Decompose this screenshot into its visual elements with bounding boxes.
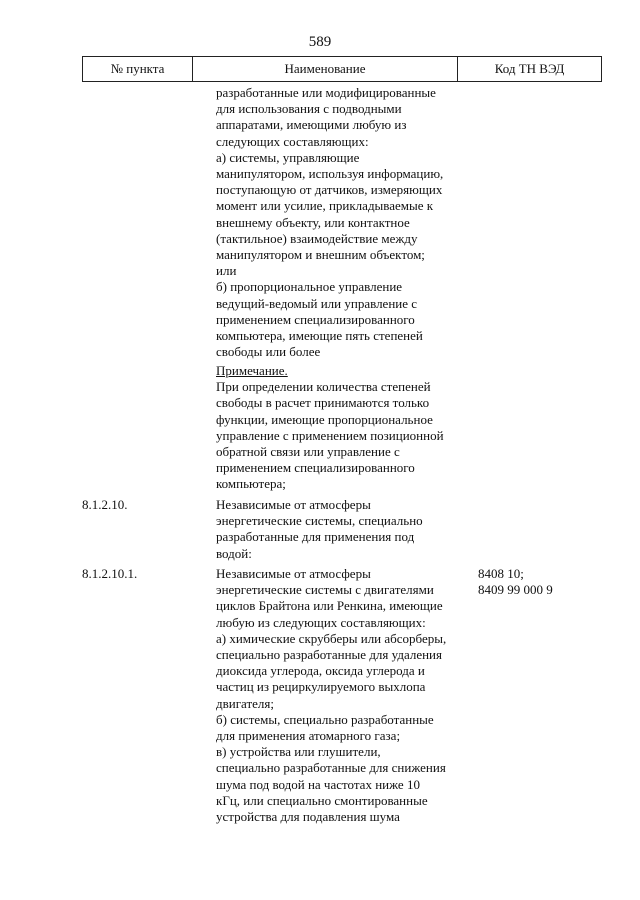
text-line: любую из следующих составляющих: <box>216 614 426 630</box>
text-line: б) пропорциональное управление <box>216 279 403 295</box>
text-line: Независимые от атмосферы <box>216 566 371 581</box>
table-header <box>82 56 602 82</box>
text-line: управление с применением позиционной <box>216 427 444 443</box>
text-line: аппаратами, имеющими любую из <box>216 117 407 133</box>
text-line: компьютера, имеющие пять степеней <box>216 328 423 344</box>
text-line: шума под водой на частотах ниже 10 <box>216 776 420 792</box>
item-number: 8.1.2.10. <box>82 497 128 512</box>
text-line: а) химические скрубберы или абсорберы, <box>216 630 447 646</box>
text-line: водой: <box>216 545 252 561</box>
text-line: следующих составляющих: <box>216 133 369 149</box>
text-line: свободы или более <box>216 344 321 360</box>
text-line: специально разработанные для снижения <box>216 760 446 776</box>
text-line: свободы в расчет принимаются только <box>216 395 430 411</box>
text-line: применением специализированного <box>216 311 415 327</box>
text-line: ведущий-ведомый или управление с <box>216 295 418 311</box>
text-line: устройства для подавления шума <box>216 809 400 825</box>
header-code-column: Код ТН ВЭД <box>494 61 565 76</box>
header-name-column: Наименование <box>193 57 458 81</box>
text-line: в) устройства или глушители, <box>216 744 381 760</box>
text-line: поступающую от датчиков, измеряющих <box>216 182 443 198</box>
text-line: для использования с подводными <box>216 101 402 117</box>
text-line: специально разработанные для удаления <box>216 647 442 663</box>
text-line: манипулятором и внешним объектом; <box>216 247 425 263</box>
item-number: 8.1.2.10.1. <box>82 566 138 581</box>
text-line: разработанные или модифицированные <box>216 85 436 100</box>
page-number: 589 <box>308 34 332 50</box>
text-line: функции, имеющие пропорциональное <box>216 411 433 427</box>
note-block <box>216 363 466 493</box>
text-line: манипулятором, используя информацию, <box>216 166 444 182</box>
text-line: или <box>216 263 237 279</box>
text-line: двигателя; <box>216 695 275 711</box>
text-line: а) системы, управляющие <box>216 149 360 165</box>
note-title: Примечание. <box>216 363 288 378</box>
text-line: разработанные для применения под <box>216 529 415 545</box>
code-line: 8408 10; <box>478 566 524 581</box>
text-line: Независимые от атмосферы <box>216 497 371 512</box>
text-line: частиц из рециркулируемого выхлопа <box>216 679 426 695</box>
text-line: компьютера; <box>216 476 286 492</box>
text-line: энергетические системы, специально <box>216 513 423 529</box>
text-line: для применения атомарного газа; <box>216 728 401 744</box>
item-description <box>216 497 466 562</box>
text-line: внешнему объекту, или контактное <box>216 214 410 230</box>
text-line: обратной связи или управление с <box>216 444 400 460</box>
text-line: циклов Брайтона или Ренкина, имеющие <box>216 598 443 614</box>
code-line: 8409 99 000 9 <box>478 582 553 598</box>
text-line: диоксида углерода, оксида углерода и <box>216 663 425 679</box>
text-line: При определении количества степеней <box>216 379 431 395</box>
text-line: применением специализированного <box>216 460 415 476</box>
text-line: момент или усилие, прикладываемые к <box>216 198 434 214</box>
item-description <box>216 566 466 825</box>
text-line: кГц, или специально смонтированные <box>216 792 428 808</box>
text-line: (тактильное) взаимодействие между <box>216 230 418 246</box>
header-number-column: № пункта <box>83 57 193 81</box>
item-code <box>478 566 608 598</box>
continuation-text <box>216 85 466 360</box>
text-line: б) системы, специально разработанные <box>216 711 434 727</box>
text-line: энергетические системы с двигателями <box>216 582 434 598</box>
